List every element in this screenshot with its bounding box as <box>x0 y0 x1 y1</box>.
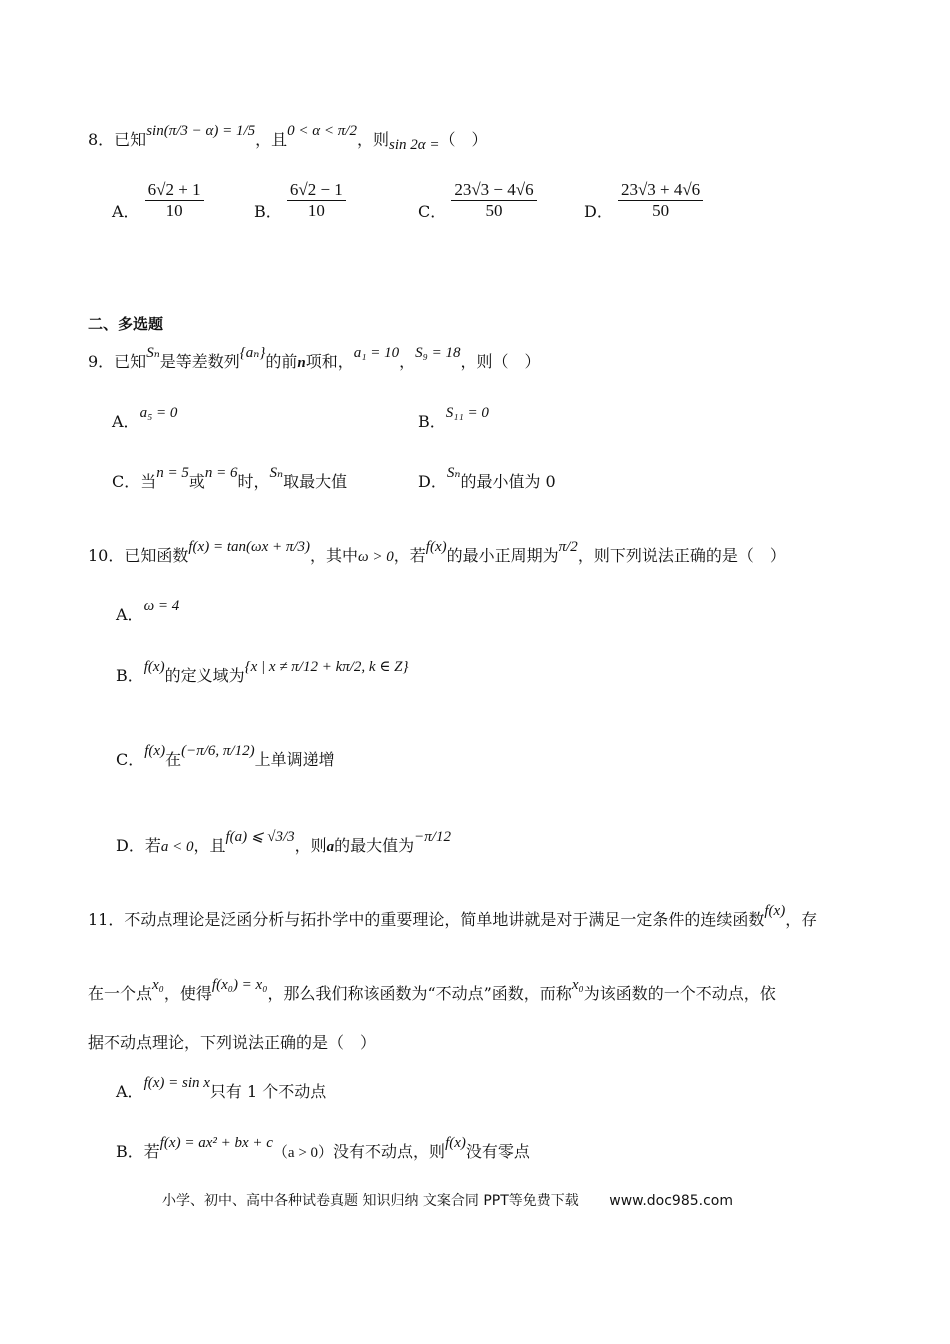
q8-option-a[interactable]: A． $\frac{6√2 + 1}{10}$ <box>112 180 204 222</box>
q8-option-c-fraction: $\frac{23√3 - 4√6}{50}$ <box>451 180 536 222</box>
q11-option-a[interactable]: A．f(x) = sin x只有 1 个不动点 <box>116 1075 327 1101</box>
q9-option-c[interactable]: C．当n = 5或n = 6时，Sₙ取最大值 <box>112 465 348 491</box>
q8-condition: sin(π/3 − α) = 1/5 <box>146 123 256 139</box>
q8-option-b[interactable]: B． $\frac{6√2 - 1}{10}$ <box>254 180 346 222</box>
footer-text: 小学、初中、高中各种试卷真题 知识归纳 文案合同 PPT等免费下载 <box>162 1193 579 1209</box>
q10-option-b[interactable]: B．f(x)的定义域为{x | x ≠ π/12 + kπ/2, k ∈ Z} <box>116 659 409 685</box>
q8-blank: （ ） <box>439 130 488 149</box>
q9-option-a[interactable]: A．a₅ = 0 <box>112 405 178 431</box>
q10-option-d[interactable]: D．若a < 0，且f(a) ⩽ √3/3，则a的最大值为−π/12 <box>116 829 451 855</box>
q10-option-c[interactable]: C．f(x)在(−π/6, π/12)上单调递增 <box>116 743 335 769</box>
q10-stem: 10．已知函数f(x) = tan(ωx + π/3)，其中ω > 0，若f(x)的最小正周期为π/2，则下列说法正确的是（ ） <box>88 539 786 565</box>
q8-range: 0 < α < π/2 <box>287 123 357 139</box>
q10-option-a[interactable]: A．ω = 4 <box>116 598 180 624</box>
q8-option-b-fraction: $\frac{6√2 - 1}{10}$ <box>287 180 346 222</box>
q11-stem-line1: 11．不动点理论是泛函分析与拓扑学中的重要理论，简单地讲就是对于满足一定条件的连续函数f(x)，存 <box>88 903 818 929</box>
q8-option-d-fraction: $\frac{23√3 + 4√6}{50}$ <box>618 180 703 222</box>
q8-number: 8．已知 <box>88 130 147 149</box>
q9-option-b[interactable]: B．S₁₁ = 0 <box>418 405 489 431</box>
footer <box>162 1193 733 1210</box>
q11-stem-line2: 在一个点x₀，使得f(x₀) = x₀，那么我们称该函数为“不动点”函数，而称x₀为该函数的一个不动点，依 <box>88 977 776 1003</box>
q8-option-d[interactable]: D． $\frac{23√3 + 4√6}{50}$ <box>584 180 703 222</box>
section-heading-multiple-choice: 二、多选题 <box>88 315 164 333</box>
q8-stem: 8．已知sin(π/3 − α) = 1/5，且0 < α < π/2，则sin 2α =（ ） <box>88 123 488 153</box>
q8-option-c[interactable]: C． $\frac{23√3 - 4√6}{50}$ <box>418 180 537 222</box>
q9-stem: 9．已知Sₙ是等差数列{aₙ}的前n项和，a₁ = 10，S₉ = 18，则（ ） <box>88 345 541 371</box>
q11-stem-line3: 据不动点理论，下列说法正确的是（ ） <box>88 1033 377 1052</box>
q11-option-b[interactable]: B．若f(x) = ax² + bx + c（a > 0）没有不动点，则f(x)没有零点 <box>116 1135 530 1161</box>
footer-link[interactable]: www.doc985.com <box>609 1193 733 1209</box>
q8-option-a-fraction: $\frac{6√2 + 1}{10}$ <box>145 180 204 222</box>
q8-target: sin 2α = <box>389 137 440 153</box>
q9-option-d[interactable]: D．Sₙ的最小值为 0 <box>418 465 556 491</box>
